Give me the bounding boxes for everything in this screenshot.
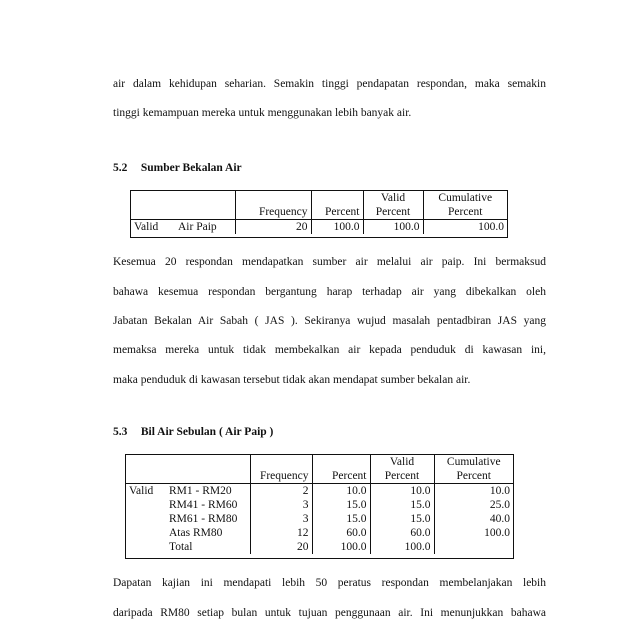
- row-group: Valid: [129, 485, 154, 497]
- col-header-cumulative-percent: Percent: [434, 469, 513, 484]
- cell-percent: 15.0: [312, 512, 370, 526]
- row-group: [126, 526, 166, 540]
- col-header-frequency: Frequency: [250, 469, 312, 484]
- row-label: RM61 - RM80: [169, 513, 238, 525]
- section-title: Sumber Bekalan Air: [140, 162, 242, 174]
- section-5-3-heading: [113, 426, 273, 438]
- para-5-2-line-2: bahawa kesemua respondan bergantung harap terhadap air yang dibekalkan oleh: [113, 286, 546, 298]
- para-5-3-line-2: daripada RM80 setiap bulan untuk tujuan penggunaan air. Ini menunjukkan bahawa: [113, 607, 546, 619]
- row-label: Total: [169, 541, 193, 553]
- cell-valid-percent: 60.0: [370, 526, 434, 540]
- intro-line-1: air dalam kehidupan seharian. Semakin tinggi pendapatan respondan, maka semakin: [113, 78, 546, 90]
- col-header-percent: Percent: [312, 469, 370, 484]
- para-5-2-line-4: memaksa mereka untuk tidak membekalkan air kepada penduduk di kawasan ini,: [113, 344, 546, 356]
- row-label: Air Paip: [178, 221, 217, 233]
- cell-cumulative: 100.0: [423, 220, 507, 235]
- table-row-total: [126, 540, 513, 554]
- table-row: [126, 526, 513, 540]
- table-row: [126, 484, 513, 499]
- cell-percent: 60.0: [312, 526, 370, 540]
- row-group: [126, 498, 166, 512]
- table-bil-air-sebulan: [126, 455, 513, 554]
- col-header-cumulative-top: Cumulative: [434, 455, 513, 469]
- cell-cumulative: 100.0: [434, 526, 513, 540]
- cell-valid-percent: 15.0: [370, 498, 434, 512]
- cell-valid-percent: 10.0: [370, 484, 434, 499]
- cell-frequency: 3: [250, 498, 312, 512]
- cell-cumulative: [434, 540, 513, 554]
- col-header-valid-top: Valid: [370, 455, 434, 469]
- para-5-2-line-1: Kesemua 20 respondan mendapatkan sumber air melalui air paip. Ini bermaksud: [113, 256, 546, 268]
- intro-line-2: tinggi kemampuan mereka untuk menggunakan lebih banyak air.: [113, 107, 412, 119]
- row-label: RM1 - RM20: [169, 485, 232, 497]
- cell-frequency: 20: [250, 540, 312, 554]
- para-5-2-line-3: Jabatan Bekalan Air Sabah ( JAS ). Sekiranya wujud masalah pentadbiran JAS yang: [113, 315, 546, 327]
- table-header-row: [131, 205, 507, 220]
- cell-percent: 15.0: [312, 498, 370, 512]
- col-header-valid-top: Valid: [363, 191, 423, 205]
- col-header-valid-percent: Percent: [370, 469, 434, 484]
- table-sumber-bekalan-air: [131, 191, 507, 234]
- row-label: Atas RM80: [169, 527, 223, 539]
- cell-frequency: 2: [250, 484, 312, 499]
- table-row: [126, 512, 513, 526]
- table-header-row: [126, 455, 513, 469]
- cell-valid-percent: 100.0: [363, 220, 423, 235]
- table-header-row: [131, 191, 507, 205]
- section-number: 5.3: [113, 426, 128, 438]
- section-5-2-heading: [113, 162, 242, 174]
- row-group: Valid: [134, 221, 159, 233]
- cell-cumulative: 25.0: [434, 498, 513, 512]
- row-group: [126, 540, 166, 554]
- cell-frequency: 12: [250, 526, 312, 540]
- cell-frequency: 20: [235, 220, 311, 235]
- col-header-percent: Percent: [311, 205, 363, 220]
- cell-frequency: 3: [250, 512, 312, 526]
- cell-percent: 10.0: [312, 484, 370, 499]
- section-title: Bil Air Sebulan ( Air Paip ): [140, 426, 274, 438]
- cell-valid-percent: 100.0: [370, 540, 434, 554]
- cell-percent: 100.0: [312, 540, 370, 554]
- table-header-row: [126, 469, 513, 484]
- col-header-valid-percent: Percent: [363, 205, 423, 220]
- col-header-frequency: Frequency: [235, 205, 311, 220]
- row-label: RM41 - RM60: [169, 499, 238, 511]
- cell-cumulative: 10.0: [434, 484, 513, 499]
- cell-percent: 100.0: [311, 220, 363, 235]
- col-header-cumulative-percent: Percent: [423, 205, 507, 220]
- para-5-2-line-5: maka penduduk di kawasan tersebut tidak akan mendapat sumber bekalan air.: [113, 374, 471, 386]
- table-row: [126, 498, 513, 512]
- col-header-cumulative-top: Cumulative: [423, 191, 507, 205]
- cell-cumulative: 40.0: [434, 512, 513, 526]
- row-group: [126, 512, 166, 526]
- cell-valid-percent: 15.0: [370, 512, 434, 526]
- table-row: [131, 220, 507, 235]
- section-number: 5.2: [113, 162, 128, 174]
- para-5-3-line-1: Dapatan kajian ini mendapati lebih 50 peratus respondan membelanjakan lebih: [113, 577, 546, 589]
